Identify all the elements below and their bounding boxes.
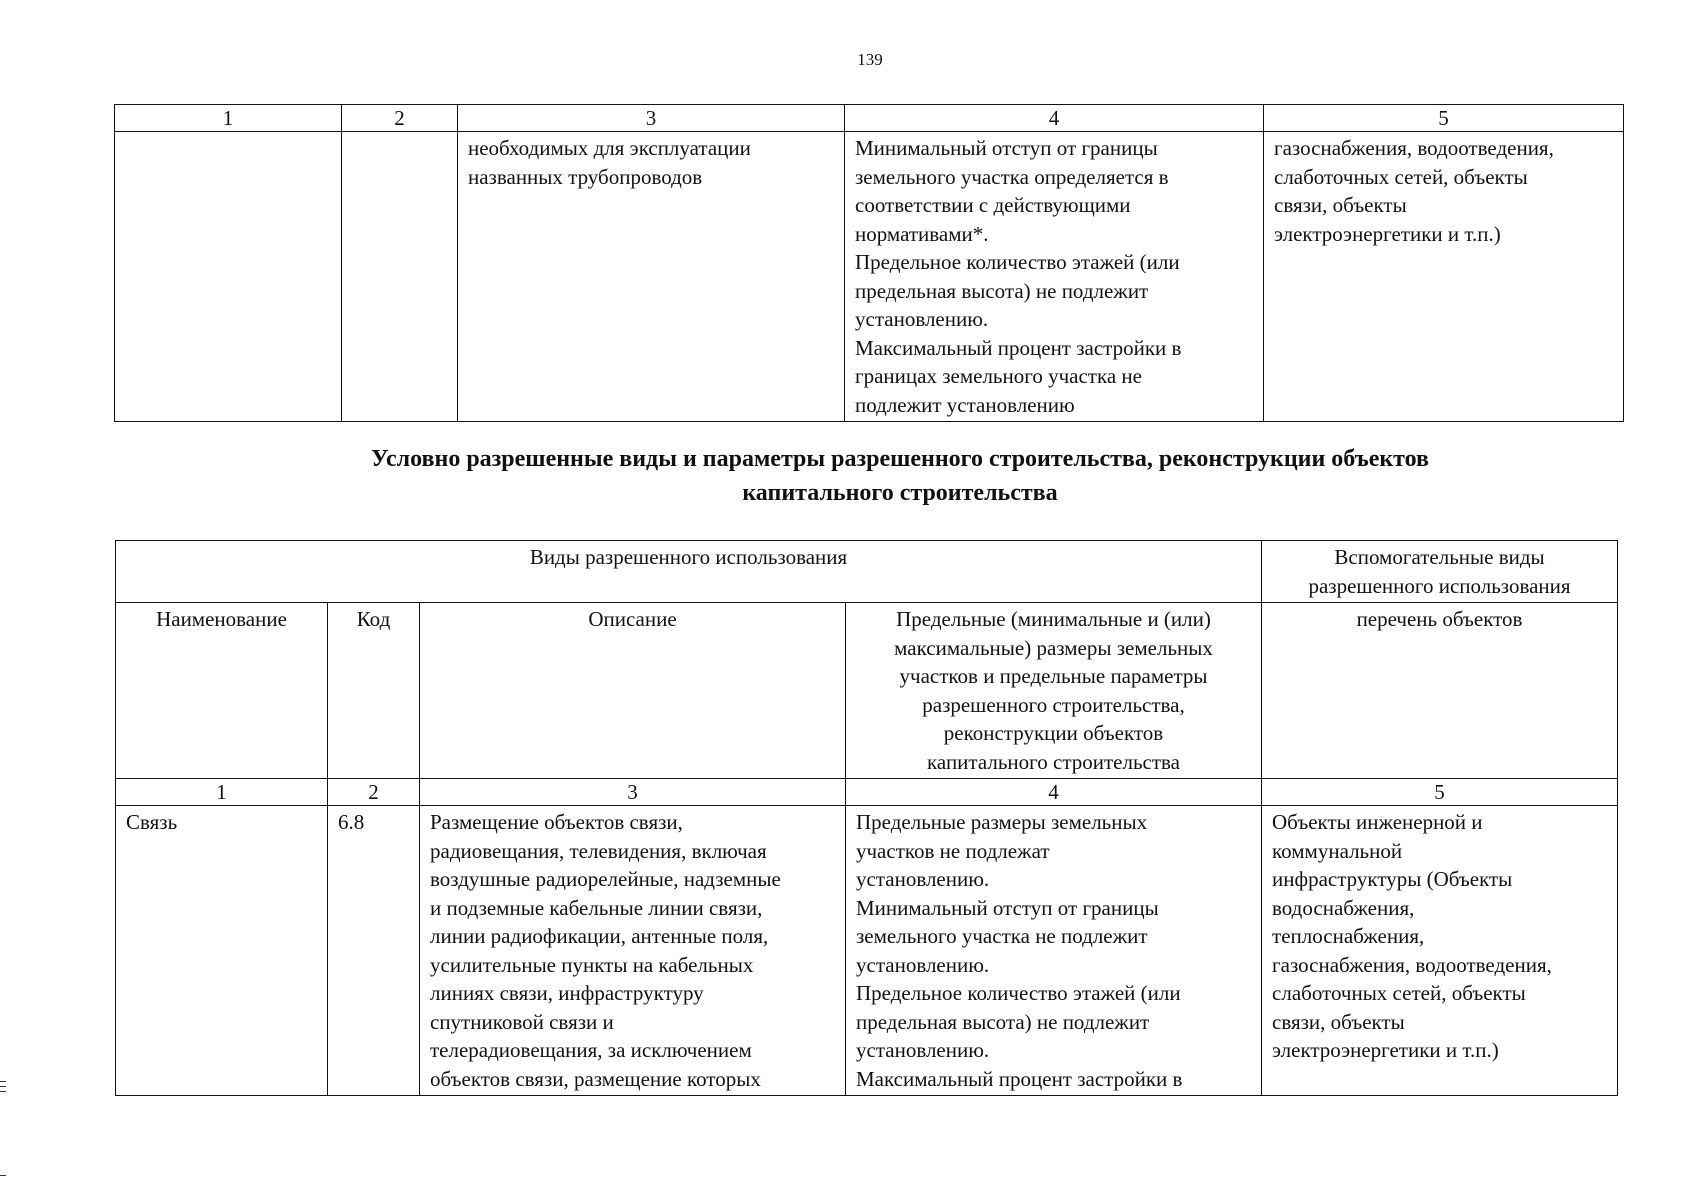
col-number-5: 5	[1264, 105, 1624, 132]
column-number-row	[116, 779, 1618, 806]
section-heading-line-2: капитального строительства	[742, 480, 1058, 506]
page-number: 139	[857, 50, 883, 69]
col-number-1: 1	[115, 105, 342, 132]
cell-limits: Минимальный отступ от границы земельного участка определяется в соответствии с действующими нормативами*. Предельное количество этажей (или предельная высота) не подлежит установлению. Максимальный процент застройки в границах земельного участка не подлежит установлению	[845, 132, 1264, 422]
scan-edge-mark	[0, 1091, 6, 1092]
col-header-objects: перечень объектов	[1262, 603, 1618, 779]
col-number-5: 5	[1262, 779, 1618, 806]
group-header-main: Виды разрешенного использования	[116, 541, 1262, 603]
col-header-name: Наименование	[116, 603, 328, 779]
table-row	[116, 806, 1618, 1096]
section-heading	[0, 442, 1697, 510]
group-header-aux: Вспомогательные виды разрешенного использования	[1262, 541, 1618, 603]
cell-limits: Предельные размеры земельных участков не подлежат установлению. Минимальный отступ от границы земельного участка не подлежит установлению. Предельное количество этажей (или предельная высота) не подлежит установлению. Максимальный процент застройки в	[846, 806, 1262, 1096]
scan-edge-mark	[0, 1081, 6, 1082]
col-number-3: 3	[420, 779, 846, 806]
col-number-1: 1	[116, 779, 328, 806]
table-row	[115, 132, 1624, 422]
continuation-table	[114, 104, 1624, 422]
scan-edge-mark	[0, 1086, 6, 1087]
col-header-code: Код	[328, 603, 420, 779]
col-header-limits: Предельные (минимальные и (или) максимальные) размеры земельных участков и предельные параметры разрешенного строительства, реконструкции объектов капитального строительства	[846, 603, 1262, 779]
cell-objects: газоснабжения, водоотведения, слаботочных сетей, объекты связи, объекты электроэнергетики и т.п.)	[1264, 132, 1624, 422]
cell-name	[115, 132, 342, 422]
col-number-4: 4	[846, 779, 1262, 806]
cell-code	[342, 132, 458, 422]
cell-name: Связь	[116, 806, 328, 1096]
group-header-row	[116, 541, 1618, 603]
cell-code: 6.8	[328, 806, 420, 1096]
cell-description: Размещение объектов связи, радиовещания, телевидения, включая воздушные радиорелейные, надземные и подземные кабельные линии связи, линии радиофикации, антенные поля, усилительные пункты на кабельных линиях связи, инфраструктуру спутниковой связи и телерадиовещания, за исключением объектов связи, размещение которых	[420, 806, 846, 1096]
col-number-3: 3	[458, 105, 845, 132]
col-header-description: Описание	[420, 603, 846, 779]
col-number-2: 2	[342, 105, 458, 132]
col-number-4: 4	[845, 105, 1264, 132]
section-heading-line-1: Условно разрешенные виды и параметры разрешенного строительства, реконструкции объектов	[370, 446, 1430, 472]
cell-description: необходимых для эксплуатации названных трубопроводов	[458, 132, 845, 422]
col-number-2: 2	[328, 779, 420, 806]
column-number-row	[115, 105, 1624, 132]
scan-edge-mark	[0, 1175, 6, 1176]
main-table	[115, 540, 1618, 1096]
column-header-row	[116, 603, 1618, 779]
cell-objects: Объекты инженерной и коммунальной инфраструктуры (Объекты водоснабжения, теплоснабжения, газоснабжения, водоотведения, слаботочных сетей, объекты связи, объекты электроэнергетики и т.п.)	[1262, 806, 1618, 1096]
